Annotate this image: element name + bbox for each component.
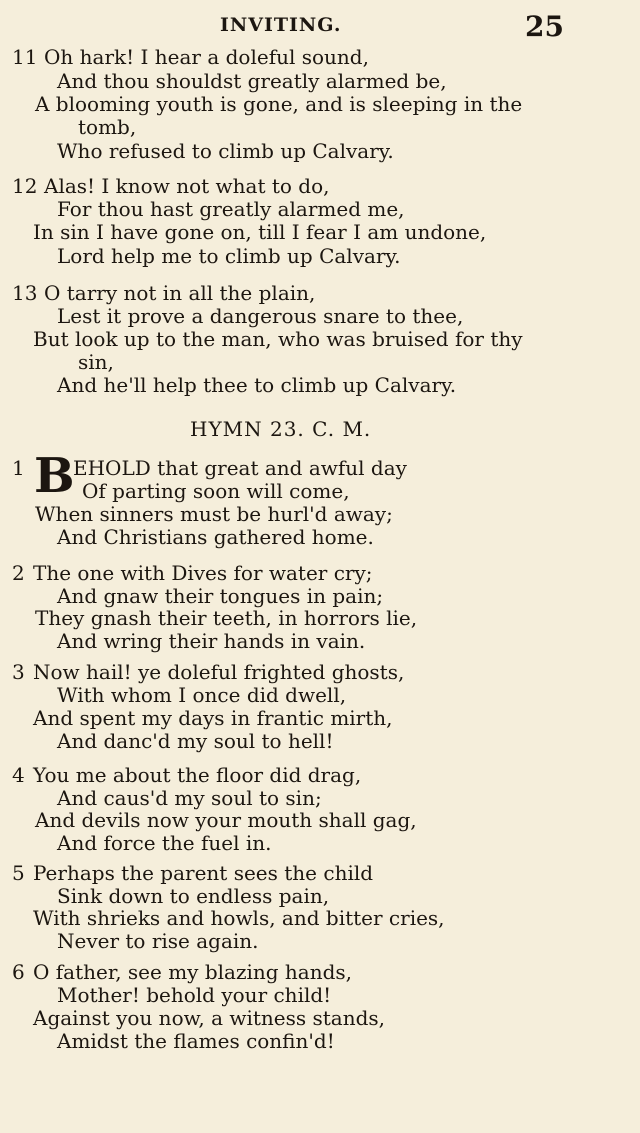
verse-line: And spent my days in frantic mirth, bbox=[33, 706, 393, 730]
stanza-number: 5 bbox=[12, 861, 25, 885]
stanza-number: 6 bbox=[12, 960, 25, 984]
verse-line: sin, bbox=[78, 350, 114, 374]
verse-line: For thou hast greatly alarmed me, bbox=[57, 197, 405, 221]
verse-line: Alas! I know not what to do, bbox=[44, 174, 330, 198]
page-number: 25 bbox=[525, 10, 564, 43]
stanza-number: 4 bbox=[12, 763, 25, 787]
stanza-number: 12 bbox=[12, 174, 38, 198]
verse-line: O tarry not in all the plain, bbox=[44, 281, 316, 305]
verse-line: Who refused to climb up Calvary. bbox=[57, 139, 394, 163]
verse-line: Of parting soon will come, bbox=[82, 479, 350, 503]
stanza-number: 2 bbox=[12, 561, 25, 585]
verse-line: With shrieks and howls, and bitter cries, bbox=[33, 906, 445, 930]
verse-line: A blooming youth is gone, and is sleeping in the bbox=[35, 92, 523, 116]
verse-line: The one with Dives for water cry; bbox=[33, 561, 373, 585]
verse-line: But look up to the man, who was bruised for thy bbox=[33, 327, 523, 351]
verse-line: And force the fuel in. bbox=[57, 831, 272, 855]
verse-line: Sink down to endless pain, bbox=[57, 884, 330, 908]
verse-line: Mother! behold your child! bbox=[57, 983, 332, 1007]
verse-line: And danc'd my soul to hell! bbox=[57, 729, 334, 753]
verse-line: And thou shouldst greatly alarmed be, bbox=[57, 69, 447, 93]
stanza-number: 1 bbox=[12, 456, 25, 480]
verse-line: And devils now your mouth shall gag, bbox=[35, 808, 417, 832]
page-header bbox=[0, 10, 640, 43]
stanza-number: 3 bbox=[12, 660, 25, 684]
verse-line: And he'll help thee to climb up Calvary. bbox=[57, 373, 457, 397]
verse-line: They gnash their teeth, in horrors lie, bbox=[35, 606, 418, 630]
verse-line: When sinners must be hurl'd away; bbox=[35, 502, 393, 526]
stanza-number: 11 bbox=[12, 45, 38, 69]
verse-line: And wring their hands in vain. bbox=[57, 629, 366, 653]
running-title: INVITING. bbox=[220, 14, 342, 36]
verse-line: Lest it prove a dangerous snare to thee, bbox=[57, 304, 464, 328]
verse-line: You me about the floor did drag, bbox=[33, 763, 362, 787]
verse-line: And gnaw their tongues in pain; bbox=[57, 584, 384, 608]
verse-line: Amidst the flames confin'd! bbox=[57, 1029, 335, 1053]
verse-line: O father, see my blazing hands, bbox=[33, 960, 353, 984]
verse-line: Now hail! ye doleful frighted ghosts, bbox=[33, 660, 405, 684]
verse-line: EHOLD that great and awful day bbox=[73, 456, 407, 480]
verse-line: With whom I once did dwell, bbox=[57, 683, 347, 707]
verse-line: Never to rise again. bbox=[57, 929, 259, 953]
verse-line: And Christians gathered home. bbox=[57, 525, 374, 549]
verse-line: Perhaps the parent sees the child bbox=[33, 861, 374, 885]
drop-cap: B bbox=[34, 448, 75, 504]
verse-line: Oh hark! I hear a doleful sound, bbox=[44, 45, 369, 69]
hymn-title: HYMN 23. C. M. bbox=[190, 417, 372, 441]
verse-line: In sin I have gone on, till I fear I am undone, bbox=[33, 220, 487, 244]
verse-line: tomb, bbox=[78, 115, 137, 139]
verse-line: And caus'd my soul to sin; bbox=[57, 786, 322, 810]
verse-line: Lord help me to climb up Calvary. bbox=[57, 244, 401, 268]
stanza-number: 13 bbox=[12, 281, 38, 305]
verse-line: Against you now, a witness stands, bbox=[33, 1006, 386, 1030]
